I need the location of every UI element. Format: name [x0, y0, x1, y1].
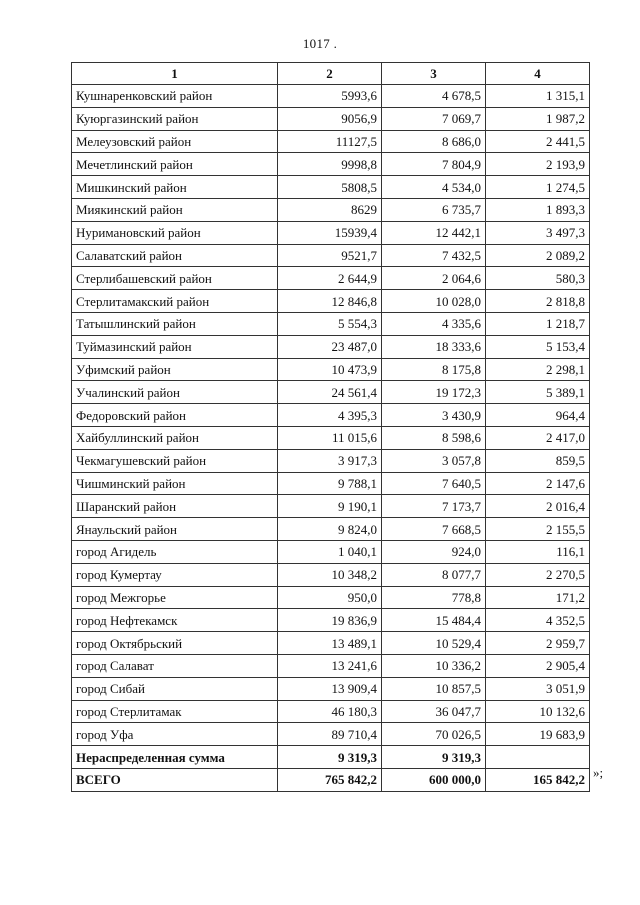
table-row: [72, 472, 590, 495]
table-row: [72, 290, 590, 313]
row-value-cell-3: 10 529,4: [382, 632, 486, 655]
page-number: 1017 .: [302, 36, 338, 51]
row-name-cell: Федоровский район: [72, 404, 278, 427]
row-value-cell-3: 7 069,7: [382, 107, 486, 130]
row-value-cell-3: 10 336,2: [382, 654, 486, 677]
row-name-cell: Стерлитамакский район: [72, 290, 278, 313]
row-name-cell: Учалинский район: [72, 381, 278, 404]
row-name-cell: город Нефтекамск: [72, 609, 278, 632]
table-row: [72, 335, 590, 358]
table-body: [72, 85, 590, 746]
row-value-cell-2: 15939,4: [278, 221, 382, 244]
table-row: [72, 381, 590, 404]
row-value-cell-2: 10 348,2: [278, 563, 382, 586]
row-value-cell-2: 1 040,1: [278, 540, 382, 563]
unallocated-label: Нераспределенная сумма: [72, 746, 278, 769]
row-value-cell-3: 7 173,7: [382, 495, 486, 518]
row-name-cell: Мелеузовский район: [72, 130, 278, 153]
table-row: [72, 609, 590, 632]
row-value-cell-4: 3 497,3: [486, 221, 590, 244]
row-value-cell-4: 2 193,9: [486, 153, 590, 176]
budget-table: [71, 62, 590, 792]
column-header-2: 2: [278, 63, 382, 85]
row-value-cell-2: 9521,7: [278, 244, 382, 267]
row-value-cell-4: 2 270,5: [486, 563, 590, 586]
total-col2: 765 842,2: [278, 768, 382, 791]
row-value-cell-3: 2 064,6: [382, 267, 486, 290]
table-row: [72, 632, 590, 655]
row-name-cell: город Кумертау: [72, 563, 278, 586]
row-value-cell-2: 9 190,1: [278, 495, 382, 518]
row-name-cell: Стерлибашевский район: [72, 267, 278, 290]
row-value-cell-4: 859,5: [486, 449, 590, 472]
row-value-cell-2: 11 015,6: [278, 426, 382, 449]
row-name-cell: Кушнаренковский район: [72, 85, 278, 108]
row-value-cell-3: 10 857,5: [382, 677, 486, 700]
row-value-cell-4: 2 089,2: [486, 244, 590, 267]
row-value-cell-4: 1 274,5: [486, 176, 590, 199]
row-name-cell: Мишкинский район: [72, 176, 278, 199]
row-name-cell: Хайбуллинский район: [72, 426, 278, 449]
row-name-cell: город Октябрьский: [72, 632, 278, 655]
row-value-cell-3: 778,8: [382, 586, 486, 609]
row-value-cell-4: 2 959,7: [486, 632, 590, 655]
row-value-cell-3: 7 668,5: [382, 518, 486, 541]
row-name-cell: Туймазинский район: [72, 335, 278, 358]
row-value-cell-2: 24 561,4: [278, 381, 382, 404]
table-row: [72, 130, 590, 153]
table-row: [72, 107, 590, 130]
row-name-cell: Нуримановский район: [72, 221, 278, 244]
row-value-cell-3: 10 028,0: [382, 290, 486, 313]
unallocated-row: [72, 746, 590, 769]
row-name-cell: Миякинский район: [72, 198, 278, 221]
row-name-cell: Салаватский район: [72, 244, 278, 267]
row-value-cell-2: 5808,5: [278, 176, 382, 199]
column-header-4: 4: [486, 63, 590, 85]
table-row: [72, 426, 590, 449]
row-name-cell: Мечетлинский район: [72, 153, 278, 176]
row-value-cell-4: 19 683,9: [486, 723, 590, 746]
row-value-cell-2: 10 473,9: [278, 358, 382, 381]
row-name-cell: Шаранский район: [72, 495, 278, 518]
row-value-cell-2: 13 241,6: [278, 654, 382, 677]
table-row: [72, 85, 590, 108]
table-row: [72, 449, 590, 472]
closing-quote-mark: »;: [593, 765, 604, 780]
row-value-cell-4: 2 155,5: [486, 518, 590, 541]
row-value-cell-3: 4 678,5: [382, 85, 486, 108]
row-value-cell-2: 9998,8: [278, 153, 382, 176]
row-value-cell-4: 5 153,4: [486, 335, 590, 358]
row-value-cell-2: 23 487,0: [278, 335, 382, 358]
row-value-cell-2: 12 846,8: [278, 290, 382, 313]
row-value-cell-4: 116,1: [486, 540, 590, 563]
table-row: [72, 677, 590, 700]
row-value-cell-4: 2 417,0: [486, 426, 590, 449]
row-value-cell-3: 924,0: [382, 540, 486, 563]
row-value-cell-3: 70 026,5: [382, 723, 486, 746]
row-value-cell-3: 6 735,7: [382, 198, 486, 221]
table-row: [72, 198, 590, 221]
row-value-cell-4: 5 389,1: [486, 381, 590, 404]
column-header-3: 3: [382, 63, 486, 85]
row-name-cell: город Агидель: [72, 540, 278, 563]
row-value-cell-2: 8629: [278, 198, 382, 221]
row-name-cell: Янаульский район: [72, 518, 278, 541]
row-value-cell-3: 8 175,8: [382, 358, 486, 381]
table-row: [72, 540, 590, 563]
table-row: [72, 221, 590, 244]
row-value-cell-3: 15 484,4: [382, 609, 486, 632]
total-col3: 600 000,0: [382, 768, 486, 791]
row-value-cell-4: 1 893,3: [486, 198, 590, 221]
row-name-cell: Чишминский район: [72, 472, 278, 495]
unallocated-col4: [486, 746, 590, 769]
table-row: [72, 358, 590, 381]
row-value-cell-4: 10 132,6: [486, 700, 590, 723]
row-value-cell-2: 9056,9: [278, 107, 382, 130]
total-col4: 165 842,2: [486, 768, 590, 791]
row-value-cell-2: 3 917,3: [278, 449, 382, 472]
table-row: [72, 267, 590, 290]
row-value-cell-3: 4 534,0: [382, 176, 486, 199]
row-value-cell-2: 5993,6: [278, 85, 382, 108]
row-value-cell-4: 3 051,9: [486, 677, 590, 700]
row-value-cell-4: 2 147,6: [486, 472, 590, 495]
row-value-cell-2: 9 824,0: [278, 518, 382, 541]
row-value-cell-2: 5 554,3: [278, 312, 382, 335]
table-row: [72, 312, 590, 335]
unallocated-col3: 9 319,3: [382, 746, 486, 769]
row-name-cell: город Уфа: [72, 723, 278, 746]
row-value-cell-3: 3 057,8: [382, 449, 486, 472]
row-value-cell-4: 1 987,2: [486, 107, 590, 130]
unallocated-col2: 9 319,3: [278, 746, 382, 769]
row-value-cell-2: 19 836,9: [278, 609, 382, 632]
row-value-cell-4: 2 905,4: [486, 654, 590, 677]
row-name-cell: город Сибай: [72, 677, 278, 700]
row-value-cell-2: 950,0: [278, 586, 382, 609]
row-value-cell-4: 4 352,5: [486, 609, 590, 632]
row-name-cell: город Стерлитамак: [72, 700, 278, 723]
row-value-cell-2: 2 644,9: [278, 267, 382, 290]
row-value-cell-3: 8 686,0: [382, 130, 486, 153]
row-value-cell-3: 7 804,9: [382, 153, 486, 176]
row-value-cell-2: 13 489,1: [278, 632, 382, 655]
table-row: [72, 153, 590, 176]
row-value-cell-3: 12 442,1: [382, 221, 486, 244]
row-value-cell-2: 4 395,3: [278, 404, 382, 427]
row-name-cell: город Салават: [72, 654, 278, 677]
row-value-cell-4: 2 441,5: [486, 130, 590, 153]
row-value-cell-3: 3 430,9: [382, 404, 486, 427]
row-value-cell-4: 2 818,8: [486, 290, 590, 313]
table-row: [72, 404, 590, 427]
row-value-cell-3: 18 333,6: [382, 335, 486, 358]
row-name-cell: город Межгорье: [72, 586, 278, 609]
row-value-cell-2: 46 180,3: [278, 700, 382, 723]
row-value-cell-3: 8 077,7: [382, 563, 486, 586]
row-value-cell-4: 2 298,1: [486, 358, 590, 381]
row-value-cell-4: 580,3: [486, 267, 590, 290]
table-row: [72, 495, 590, 518]
row-value-cell-4: 171,2: [486, 586, 590, 609]
row-value-cell-2: 89 710,4: [278, 723, 382, 746]
table-row: [72, 244, 590, 267]
table-row: [72, 700, 590, 723]
row-value-cell-3: 7 640,5: [382, 472, 486, 495]
table-header-row: [72, 63, 590, 85]
total-label: ВСЕГО: [72, 768, 278, 791]
table-row: [72, 176, 590, 199]
row-value-cell-4: 1 218,7: [486, 312, 590, 335]
row-name-cell: Татышлинский район: [72, 312, 278, 335]
table-row: [72, 723, 590, 746]
row-value-cell-2: 9 788,1: [278, 472, 382, 495]
table-row: [72, 654, 590, 677]
row-name-cell: Куюргазинский район: [72, 107, 278, 130]
total-row: [72, 768, 590, 791]
column-header-1: 1: [72, 63, 278, 85]
row-value-cell-3: 4 335,6: [382, 312, 486, 335]
table-row: [72, 518, 590, 541]
row-value-cell-3: 19 172,3: [382, 381, 486, 404]
table-row: [72, 586, 590, 609]
row-name-cell: Чекмагушевский район: [72, 449, 278, 472]
row-value-cell-3: 7 432,5: [382, 244, 486, 267]
table-row: [72, 563, 590, 586]
row-value-cell-2: 13 909,4: [278, 677, 382, 700]
row-value-cell-3: 8 598,6: [382, 426, 486, 449]
row-value-cell-4: 1 315,1: [486, 85, 590, 108]
row-value-cell-4: 964,4: [486, 404, 590, 427]
row-value-cell-2: 11127,5: [278, 130, 382, 153]
row-name-cell: Уфимский район: [72, 358, 278, 381]
row-value-cell-4: 2 016,4: [486, 495, 590, 518]
row-value-cell-3: 36 047,7: [382, 700, 486, 723]
